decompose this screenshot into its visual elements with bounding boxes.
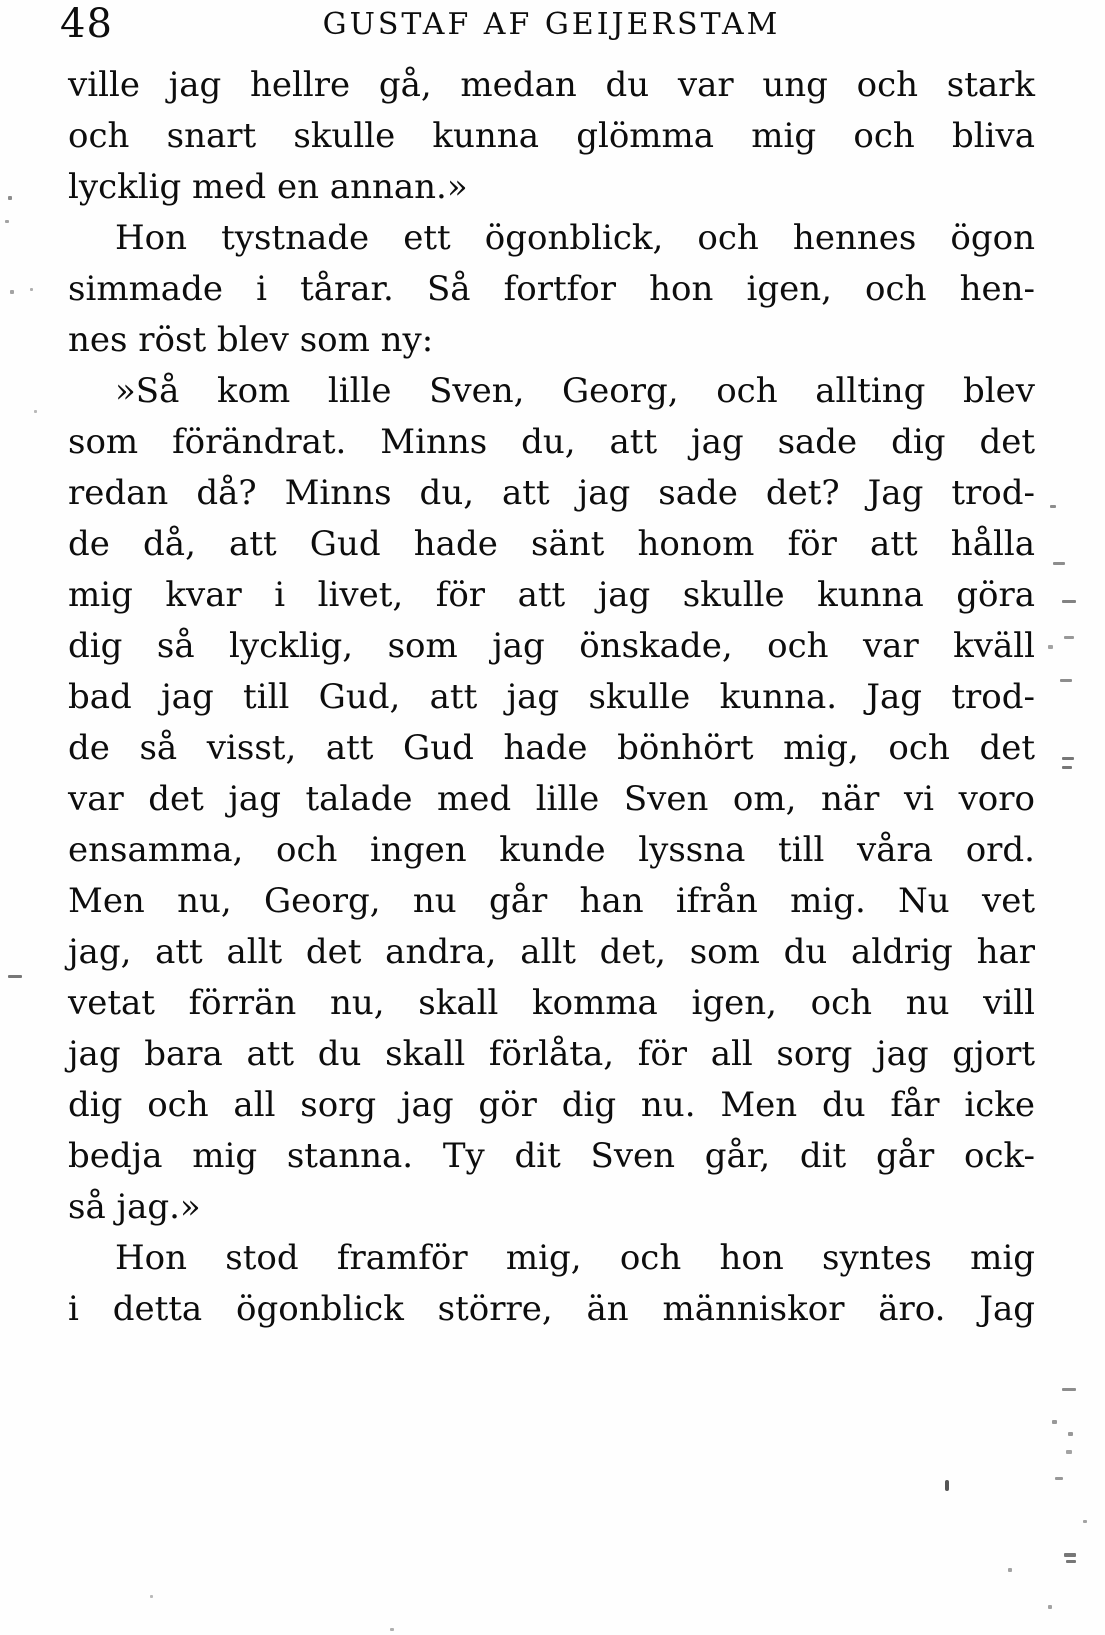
text-line: var det jag talade med lille Sven om, när vi voro: [68, 779, 1035, 819]
text-line: så jag.»: [68, 1187, 201, 1227]
scan-speckle: [1066, 1560, 1076, 1563]
scan-speckle: [30, 288, 33, 291]
scan-speckle: [1053, 562, 1065, 565]
scan-speckle: [1055, 1477, 1063, 1480]
text-line: bedja mig stanna. Ty dit Sven går, dit går ock-: [68, 1136, 1035, 1176]
text-line: Hon tystnade ett ögonblick, och hennes ögon: [115, 218, 1035, 258]
scan-speckle: [1062, 757, 1074, 760]
text-line: de så visst, att Gud hade bönhört mig, och det: [68, 728, 1035, 768]
text-line: nes röst blev som ny:: [68, 320, 434, 360]
scan-speckle: [1062, 600, 1076, 603]
text-line: redan då? Minns du, att jag sade det? Jag trod-: [68, 473, 1035, 513]
scan-speckle: [8, 196, 12, 200]
scan-speckle: [1008, 1568, 1012, 1572]
scan-speckle: [945, 1480, 949, 1491]
text-line: de då, att Gud hade sänt honom för att hålla: [68, 524, 1035, 564]
scan-speckle: [1068, 1432, 1073, 1436]
scan-speckle: [1066, 1450, 1072, 1454]
text-line: mig kvar i livet, för att jag skulle kunna göra: [68, 575, 1035, 615]
text-line: Hon stod framför mig, och hon syntes mig: [115, 1238, 1035, 1278]
scan-speckle: [150, 1595, 153, 1598]
text-line: bad jag till Gud, att jag skulle kunna. Jag trod-: [68, 677, 1035, 717]
scan-speckle: [1050, 505, 1056, 508]
scan-speckle: [1062, 766, 1072, 769]
text-line: som förändrat. Minns du, att jag sade dig det: [68, 422, 1035, 462]
scan-speckle: [5, 220, 9, 223]
scan-speckle: [1064, 636, 1074, 639]
text-line: ensamma, och ingen kunde lyssna till våra ord.: [68, 830, 1035, 870]
scan-speckle: [1048, 645, 1053, 649]
text-line: »Så kom lille Sven, Georg, och allting blev: [115, 371, 1035, 411]
scan-speckle: [8, 975, 22, 978]
text-line: jag, att allt det andra, allt det, som du aldrig har: [68, 932, 1035, 972]
text-line: dig och all sorg jag gör dig nu. Men du får icke: [68, 1085, 1035, 1125]
running-title: GUSTAF AF GEIJERSTAM: [322, 7, 781, 42]
scan-speckle: [1062, 1388, 1076, 1391]
text-line: i detta ögonblick större, än människor äro. Jag: [68, 1289, 1035, 1329]
text-lines: [68, 60, 1035, 1335]
text-line: Men nu, Georg, nu går han ifrån mig. Nu vet: [68, 881, 1035, 921]
scan-speckle: [1060, 679, 1072, 682]
page-number: 48: [60, 1, 113, 47]
scan-speckle: [10, 290, 14, 294]
scan-speckle: [34, 410, 37, 413]
scan-speckle: [390, 1628, 394, 1631]
text-line: dig så lycklig, som jag önskade, och var kväll: [68, 626, 1035, 666]
scan-speckle: [1083, 1520, 1087, 1523]
text-line: och snart skulle kunna glömma mig och bliva: [68, 116, 1035, 156]
text-line: vetat förrän nu, skall komma igen, och nu vill: [68, 983, 1035, 1023]
scan-speckle: [1052, 1420, 1057, 1424]
text-line: jag bara att du skall förlåta, för all sorg jag gjort: [68, 1034, 1035, 1074]
scan-speckle: [1048, 1605, 1052, 1609]
text-line: lycklig med en annan.»: [68, 167, 468, 207]
scan-speckle: [1064, 1553, 1076, 1557]
text-line: simmade i tårar. Så fortfor hon igen, och hen-: [68, 269, 1035, 309]
text-line: ville jag hellre gå, medan du var ung och stark: [68, 65, 1035, 105]
